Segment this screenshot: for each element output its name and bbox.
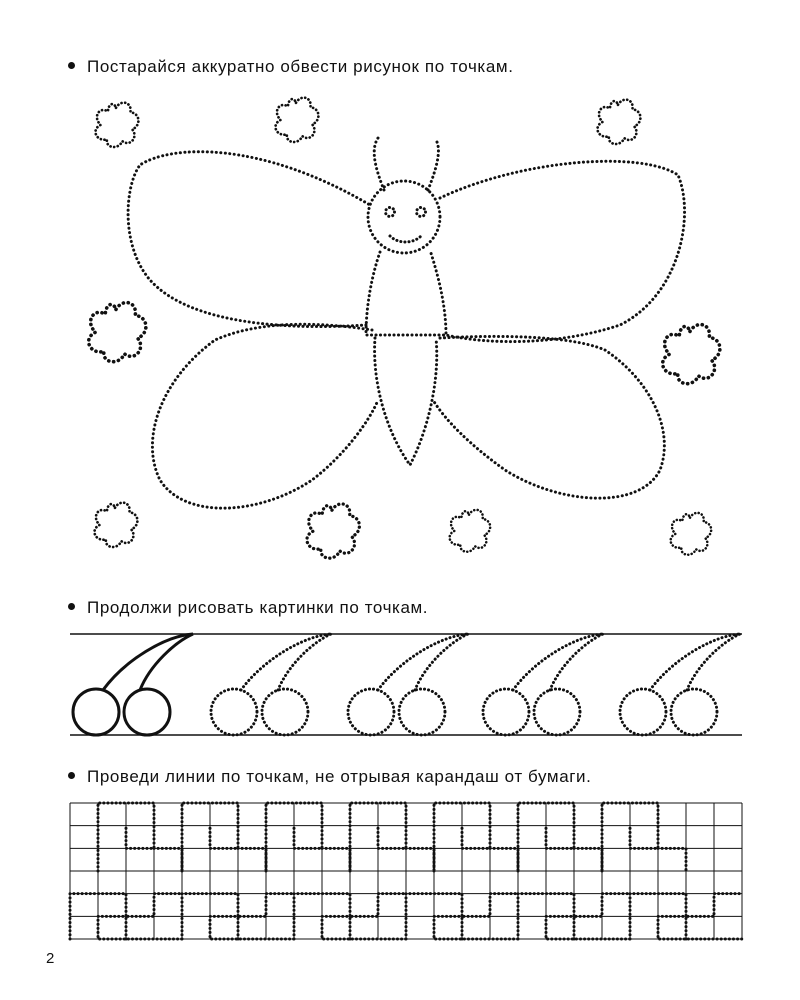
instruction-continue-picture xyxy=(68,598,428,618)
cherry-example xyxy=(73,634,193,735)
flower-top-center xyxy=(275,98,318,142)
flower-middle-right xyxy=(663,325,720,384)
flower-bottom-left xyxy=(94,503,137,547)
butterfly-drawing xyxy=(128,138,684,508)
flower-bottom-right xyxy=(671,513,712,555)
grid-pattern-top-line xyxy=(98,803,686,871)
butterfly-left-antenna xyxy=(374,138,384,190)
butterfly-upper-left-wing xyxy=(128,152,370,327)
cherry-trace-1 xyxy=(211,634,331,735)
flower-bottom-center-left xyxy=(307,504,359,558)
butterfly-upper-right-wing xyxy=(440,161,685,341)
bullet-icon xyxy=(68,772,75,779)
butterfly-thorax xyxy=(366,250,446,335)
instruction-lines-text: Проведи линии по точкам, не отрывая карандаш от бумаги. xyxy=(87,767,592,786)
instruction-draw-lines xyxy=(68,767,591,787)
butterfly-lower-right-wing xyxy=(433,336,664,498)
butterfly-lower-left-wing xyxy=(152,324,378,508)
butterfly-right-eye xyxy=(417,208,426,217)
butterfly-smile xyxy=(390,236,421,242)
flower-top-right xyxy=(597,100,640,144)
cherry-trace-3 xyxy=(483,634,603,735)
instruction-trace-text: Постарайся аккуратно обвести рисунок по точкам. xyxy=(87,57,514,76)
cherry-trace-2 xyxy=(348,634,468,735)
cherries-exercise xyxy=(70,634,742,735)
flower-top-left xyxy=(95,103,138,147)
bullet-icon xyxy=(68,603,75,610)
page-number: 2 xyxy=(46,950,55,967)
butterfly-right-antenna xyxy=(428,140,438,190)
cherry-trace-4 xyxy=(620,634,740,735)
instruction-continue-text: Продолжи рисовать картинки по точкам. xyxy=(87,598,429,617)
flower-middle-left xyxy=(89,303,146,362)
butterfly-abdomen xyxy=(375,338,437,465)
flower-decorations xyxy=(89,98,720,558)
butterfly-left-eye xyxy=(386,208,395,217)
flower-bottom-center-right xyxy=(450,510,491,552)
